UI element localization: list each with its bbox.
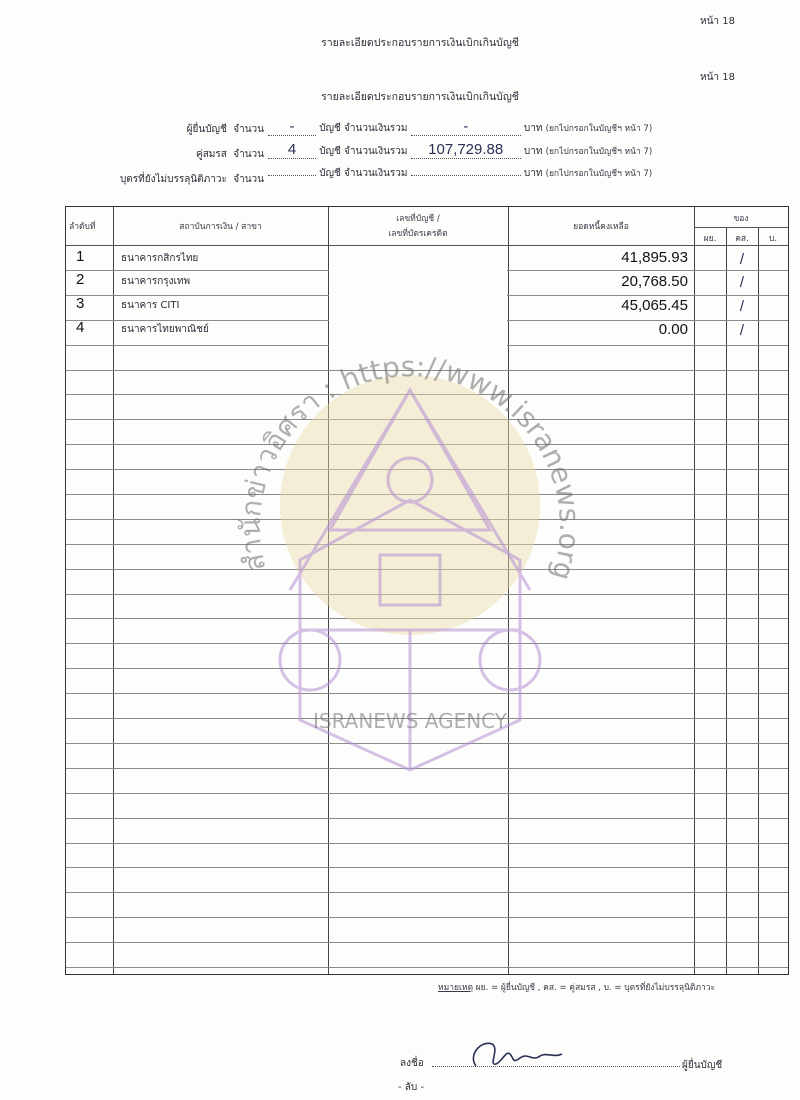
row-4-institution: ธนาคารไทยพาณิชย์ bbox=[121, 324, 209, 335]
watermark-agency-text: ISRANEWS AGENCY bbox=[312, 709, 508, 733]
summary-count-label: จำนวน bbox=[233, 124, 264, 135]
row-1-institution: ธนาคารกสิกรไทย bbox=[121, 253, 199, 264]
confidential-footer: - ลับ - bbox=[398, 1082, 425, 1093]
summary-total-label: บัญชี จำนวนเงินรวม bbox=[319, 123, 408, 134]
header-balance: ยอดหนี้คงเหลือ bbox=[573, 222, 629, 232]
table-row-line bbox=[66, 917, 788, 918]
summary-count-label: จำนวน bbox=[233, 149, 264, 160]
row-3-spouse-mark: / bbox=[739, 298, 745, 315]
header-owner-spouse: คส. bbox=[735, 234, 749, 244]
summary-count-label: จำนวน bbox=[233, 174, 264, 185]
summary-row-spouse bbox=[196, 147, 264, 162]
row-2-balance: 20,768.50 bbox=[621, 273, 688, 290]
table-row-line bbox=[66, 569, 788, 570]
row-4-spouse-mark: / bbox=[739, 322, 745, 339]
summary-unit: บาท bbox=[523, 168, 543, 179]
summary-label: คู่สมรส bbox=[196, 149, 227, 160]
row-1-no: 1 bbox=[76, 248, 85, 265]
row-1-spouse-mark: / bbox=[739, 251, 745, 268]
account-cell-merge bbox=[329, 294, 507, 297]
summary-total bbox=[411, 175, 521, 176]
table-row-line bbox=[66, 718, 788, 719]
table-row-line bbox=[66, 469, 788, 470]
page-title: รายละเอียดประกอบรายการเงินเบิกเกินบัญชี bbox=[321, 91, 519, 103]
table-row-line bbox=[66, 768, 788, 769]
page-number-top: หน้า 18 bbox=[700, 16, 735, 27]
watermark-arc-text: สำนักข่าวอิศรา : https://www.isranews.org bbox=[233, 350, 587, 585]
table-row-line bbox=[66, 693, 788, 694]
summary-row-children bbox=[120, 172, 264, 187]
table-row-line bbox=[66, 818, 788, 819]
debt-table bbox=[65, 206, 789, 975]
summary-total-label: บัญชี จำนวนเงินรวม bbox=[319, 146, 408, 157]
row-4-balance: 0.00 bbox=[658, 321, 688, 338]
page-number: หน้า 18 bbox=[700, 72, 735, 83]
table-row-line bbox=[66, 843, 788, 844]
row-2-spouse-mark: / bbox=[739, 274, 745, 291]
table-row-line bbox=[66, 394, 788, 395]
row-3-no: 3 bbox=[76, 295, 85, 312]
table-row-line bbox=[66, 942, 788, 943]
summary-total-label: บัญชี จำนวนเงินรวม bbox=[319, 168, 408, 179]
summary-note: (ยกไปกรอกในบัญชีฯ หน้า 7) bbox=[545, 147, 653, 157]
table-row-line bbox=[66, 419, 788, 420]
summary-values-spouse bbox=[268, 141, 652, 159]
table-row-line bbox=[66, 618, 788, 619]
table-row-line bbox=[66, 519, 788, 520]
table-row-line bbox=[66, 892, 788, 893]
header-account: เลขที่บัญชี / bbox=[396, 214, 440, 224]
table-row-line bbox=[66, 967, 788, 968]
summary-row-filer bbox=[187, 122, 264, 137]
summary-note: (ยกไปกรอกในบัญชีฯ หน้า 7) bbox=[545, 124, 653, 134]
table-row-line bbox=[66, 643, 788, 644]
table-row-line bbox=[66, 494, 788, 495]
row-2-no: 2 bbox=[76, 271, 85, 288]
table-row-line bbox=[66, 594, 788, 595]
summary-count: - bbox=[268, 118, 316, 136]
table-row-line bbox=[66, 668, 788, 669]
summary-values-children bbox=[268, 166, 652, 181]
table-row-line bbox=[66, 370, 788, 371]
row-2-institution: ธนาคารกรุงเทพ bbox=[121, 276, 191, 287]
summary-unit: บาท bbox=[523, 123, 543, 134]
legend bbox=[438, 980, 715, 994]
account-cell-merge bbox=[329, 344, 507, 347]
signature-prefix: ลงชื่อ bbox=[400, 1058, 424, 1069]
table-row-line bbox=[66, 444, 788, 445]
legend-text: ผย. = ผู้ยื่นบัญชี , คส. = คู่สมรส , บ. = บุตรที่ยังไม่บรรลุนิติภาวะ bbox=[475, 983, 716, 993]
signature-signer: ผู้ยื่นบัญชี bbox=[682, 1060, 723, 1071]
summary-count bbox=[268, 175, 316, 176]
summary-label: บุตรที่ยังไม่บรรลุนิติภาวะ bbox=[119, 174, 227, 185]
page-title-top: รายละเอียดประกอบรายการเงินเบิกเกินบัญชี bbox=[321, 37, 519, 49]
summary-note: (ยกไปกรอกในบัญชีฯ หน้า 7) bbox=[545, 169, 653, 179]
header-account-2: เลขที่บัตรเครดิต bbox=[388, 229, 448, 239]
table-row-line bbox=[66, 743, 788, 744]
row-4-no: 4 bbox=[76, 319, 85, 336]
header-owner: ของ bbox=[733, 214, 749, 224]
table-row-line bbox=[66, 544, 788, 545]
header-no: ลำดับที่ bbox=[69, 222, 96, 232]
row-1-balance: 41,895.93 bbox=[621, 249, 688, 266]
account-cell-merge bbox=[329, 269, 507, 272]
header-owner-filer: ผย. bbox=[703, 234, 717, 244]
row-3-institution: ธนาคาร CITI bbox=[121, 300, 180, 311]
header-institution: สถาบันการเงิน / สาขา bbox=[179, 222, 262, 232]
summary-values-filer bbox=[268, 118, 652, 136]
summary-count: 4 bbox=[268, 141, 316, 159]
account-cell-merge bbox=[329, 319, 507, 322]
table-row-line bbox=[66, 793, 788, 794]
table-row-line bbox=[66, 867, 788, 868]
row-3-balance: 45,065.45 bbox=[621, 297, 688, 314]
legend-title: หมายเหตุ bbox=[438, 983, 473, 993]
signature-scribble bbox=[462, 1036, 572, 1072]
summary-label: ผู้ยื่นบัญชี bbox=[186, 124, 227, 135]
header-owner-child: บ. bbox=[768, 234, 778, 244]
summary-total: - bbox=[411, 118, 521, 136]
summary-total: 107,729.88 bbox=[411, 141, 521, 159]
summary-unit: บาท bbox=[523, 146, 543, 157]
